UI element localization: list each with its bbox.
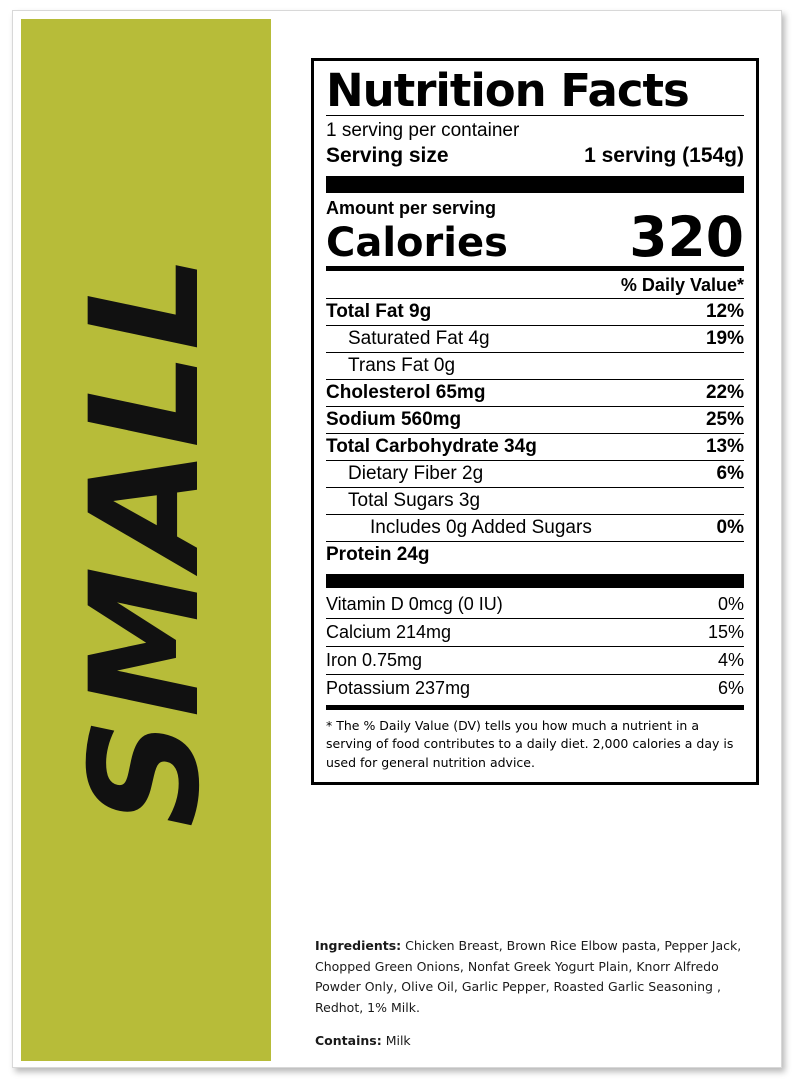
nutrient-row-trans-fat [326, 352, 744, 379]
vitamin-name: Calcium 214mg [326, 622, 452, 643]
vitamin-dv: 0% [717, 594, 744, 615]
nutrient-name: Total Sugars 3g [348, 490, 481, 512]
nutrient-name: Total Carbohydrate 34g [326, 436, 537, 458]
nutrient-row-total-carbohydrate [326, 433, 744, 460]
divider-medium-footnote [326, 705, 744, 710]
daily-value-footnote: * The % Daily Value (DV) tells you how much a nutrient in a serving of food contributes to a daily diet. 2,000 calories a day is used for general nutrition advice. [326, 718, 734, 770]
size-band [21, 19, 271, 1061]
nutrient-name: Dietary Fiber 2g [348, 463, 484, 485]
nutrient-name: Saturated Fat 4g [348, 328, 490, 350]
servings-per-container: 1 serving per container [326, 120, 520, 142]
nutrient-name: Total Fat 9g [326, 301, 432, 323]
nutrient-dv: 19% [705, 328, 744, 350]
serving-size-label: Serving size [326, 143, 449, 167]
contains-line [315, 1031, 759, 1052]
size-band-label: SMALL [59, 234, 233, 846]
amount-per-serving-label: Amount per serving [326, 198, 497, 219]
vitamin-dv: 6% [717, 678, 744, 699]
nutrient-dv: 22% [705, 382, 744, 404]
nutrient-dv: 25% [705, 409, 744, 431]
vitamin-name: Iron 0.75mg [326, 650, 423, 671]
nutrient-dv: 13% [705, 436, 744, 458]
nutrient-row-saturated-fat [326, 325, 744, 352]
nutrient-row-protein [326, 541, 744, 568]
product-label-card [12, 10, 782, 1068]
nutrient-row-sodium [326, 406, 744, 433]
divider-thick-top [326, 176, 744, 193]
nutrient-dv: 12% [705, 301, 744, 323]
nutrient-name: Protein 24g [326, 544, 430, 566]
calories-value: 320 [629, 205, 744, 270]
nutrient-row-cholesterol [326, 379, 744, 406]
daily-value-header: % Daily Value* [620, 275, 744, 296]
vitamin-dv: 15% [707, 622, 744, 643]
nutrient-name: Sodium 560mg [326, 409, 462, 431]
nutrient-name: Cholesterol 65mg [326, 382, 486, 404]
serving-size-row [326, 143, 744, 171]
nutrient-dv: 0% [716, 517, 744, 539]
vitamin-dv: 4% [717, 650, 744, 671]
ingredients-label: Ingredients: [315, 938, 402, 953]
nutrient-name: Trans Fat 0g [348, 355, 456, 377]
vitamin-row-vitamin-d [326, 591, 744, 618]
contains-label: Contains: [315, 1032, 382, 1048]
nutrition-facts-title: Nutrition Facts [326, 64, 689, 117]
divider-thick-vitamins [326, 574, 744, 588]
nutrient-dv: 6% [716, 463, 744, 485]
nutrient-row-dietary-fiber [326, 460, 744, 487]
vitamin-row-potassium [326, 674, 744, 702]
contains-text: Milk [385, 1032, 411, 1048]
nutrient-row-total-sugars [326, 487, 744, 514]
nutrition-facts-panel [311, 58, 759, 785]
nutrient-row-added-sugars [326, 514, 744, 541]
ingredients-line [315, 936, 759, 1019]
vitamin-row-iron [326, 646, 744, 674]
serving-size-value: 1 serving (154g) [584, 143, 744, 167]
vitamin-row-calcium [326, 618, 744, 646]
vitamin-name: Vitamin D 0mcg (0 IU) [326, 594, 503, 615]
nutrient-name: Includes 0g Added Sugars [370, 517, 592, 539]
calories-label: Calories [326, 220, 508, 267]
vitamin-name: Potassium 237mg [326, 678, 471, 699]
ingredients-block [315, 936, 759, 1051]
nutrient-row-total-fat [326, 298, 744, 325]
ingredients-text: Chicken Breast, Brown Rice Elbow pasta, Pepper Jack, Chopped Green Onions, Nonfat Greek Yogurt Plain, Knorr Alfredo Powder Only, Olive Oil, Garlic Pepper, Roasted Garlic Seasoning , Redhot, 1% Milk. [315, 938, 742, 1015]
